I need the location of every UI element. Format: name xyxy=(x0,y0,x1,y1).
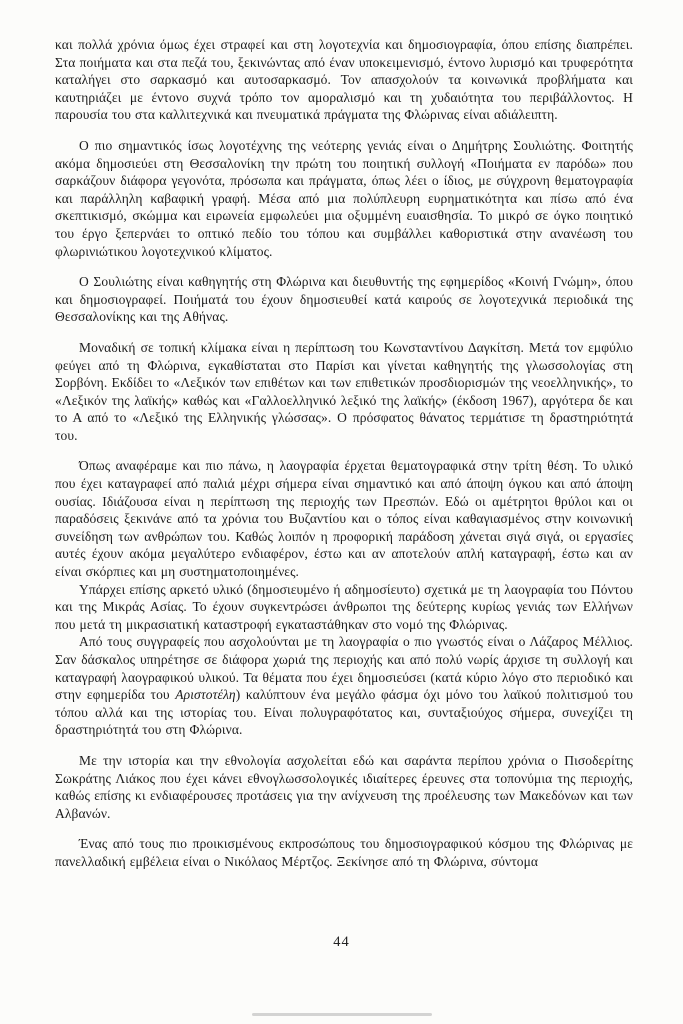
text-segment: Υπάρχει επίσης αρκετό υλικό (δημοσιευμένο ή αδημοσίευτο) σχετικά με τη λαογραφία του Πόντου και της Μικράς Ασίας. Το έχουν συγκεντρώσει άνθρωποι της δεύτερης κυρίως γενιάς των Ελλήνων που μετά τη μικρασιατική καταστροφή εγκαταστάθηκαν στο νομό της Φλώρινας. xyxy=(55,581,633,632)
text-segment: Ο πιο σημαντικός ίσως λογοτέχνης της νεότερης γενιάς είναι ο Δημήτρης Σουλιώτης. Φοιτητής ακόμα δημοσιεύει στη Θεσσαλονίκη την πρώτη του ποιητική συλλογή «Ποιήματα εν παρόδω» που σαρκάζουν διάφορα γεγονότα, πρόσωπα και πράγματα, όπως λέει ο ίδιος, με σύγχρονη θεματογραφία και παράλληλη καβαφική γραφή. Μέσα από μια πολύπλευρη ευρηματικότητα και πίσω από ένα σκεπτικισμό, σκώμμα και ειρωνεία εμφωλεύει μια οξυμμένη ευαισθησία. Το μικρό σε όγκο ποιητικό του έργο ξεπερνάει το οπτικό πεδίο του τόπου και συμβάλλει καθοριστικά στην ανανέωση του φλωρινιώτικου λογοτεχνικού κλίματος. xyxy=(55,137,633,259)
text-segment: και πολλά χρόνια όμως έχει στραφεί και στη λογοτεχνία και δημοσιογραφία, όπου επίσης διαπρέπει. Στα ποιήματα και στα πεζά του, ξεκινώντας από έναν υποκειμενισμό, έντονο λυρισμό και τρυφερότητα καταλήγει στο σαρκασμό και αυτοσαρκασμό. Τον απασχολούν τα κοινωνικά προβλήματα και καυτηριάζει με έντονο συχνά τρόπο τον αμοραλισμό και τη χυδαιότητα του περιβάλλοντος. Η παρουσία του στα καλλιτεχνικά και πνευματικά πράγματα της Φλώρινας είναι αδιάλειπτη. xyxy=(55,37,633,123)
text-segment: Ένας από τους πιο προικισμένους εκπροσώπους του δημοσιογραφικού κόσμου της Φλώρινας με πανελλαδική εμβέλεια είναι ο Νικόλαος Μέρτζος. Ξεκίνησε από τη Φλώρινα, σύντομα xyxy=(55,836,633,869)
paragraph xyxy=(55,835,633,870)
text-block xyxy=(55,36,633,871)
text-segment: Ο Σουλιώτης είναι καθηγητής στη Φλώρινα και διευθυντής της εφημερίδος «Κοινή Γνώμη», όπου και δημοσιογραφεί. Ποιήματά του έχουν δημοσιευθεί κατά καιρούς σε λογοτεχνικά περιοδικά της Θεσσαλονίκης και της Αθήνας. xyxy=(55,274,633,325)
text-segment: Από τους συγγραφείς που ασχολούνται με τη λαογραφία ο πιο γνωστός είναι ο Λάζαρος Μέλλιος. Σαν δάσκαλος υπηρέτησε σε διάφορα χωριά της περιοχής και από πολύ νωρίς άρχισε τη συλλογή και καταγραφή λαογραφικού υλικού. Τα θέματα που έχει δημοσιεύσει (κατά κύριο λόγο στο περιοδικό και στην εφημερίδα του xyxy=(55,634,633,703)
paragraph xyxy=(55,273,633,326)
paragraph xyxy=(55,457,633,580)
paragraph xyxy=(55,581,633,634)
text-segment: Όπως αναφέραμε και πιο πάνω, η λαογραφία έρχεται θεματογραφικά στην τρίτη θέση. Το υλικό που έχει καταγραφεί από παλιά μέχρι σήμερα είναι σημαντικό και από άποψη όγκου και από άποψη ουσίας. Ιδιάζουσα είναι η περίπτωση της περιοχής των Πρεσπών. Εδώ οι αμέτρητοι θρύλοι και οι παραδόσεις ξεκινάνε από τα χρόνια του Βυζαντίου και ο τόπος είναι καθαγιασμένος στην κοινωνική συνείδηση των ανθρώπων του. Καθώς λοιπόν η προφορική παράδοση χάνεται σιγά σιγά, οι εργασίες αυτές έχουν ακόμα μεγαλύτερο ενδιαφέρον, έστω και αν αποτελούν απλή καταγραφή, έστω και αν είναι σκόρπιες και μη συστηματοποιημένες. xyxy=(55,458,633,580)
paragraph xyxy=(55,36,633,124)
paragraph xyxy=(55,752,633,822)
italic-text-segment: Αριστοτέλη xyxy=(175,687,236,703)
paragraph xyxy=(55,633,633,739)
text-segment: Μοναδική σε τοπική κλίμακα είναι η περίπτωση του Κωνσταντίνου Δαγκίτση. Μετά τον εμφύλιο φεύγει από τη Φλώρινα, εγκαθίσταται στο Παρίσι και γίνεται καθηγητής της γλωσσολογίας στη Σορβόνη. Εκδίδει το «Λεξικόν των επιθέτων και των επιθετικών προσδιορισμών της νεοελληνικής», το «Λεξικόν της λαϊκής» καθώς και «Γαλλοελληνικό λεξικό της λαϊκής» (έκδοση 1967), αργότερα δε και το Α από το «Λεξικό της Ελληνικής γλώσσας». Ο πρόσφατος θάνατος τερμάτισε τη δραστηριότητά του. xyxy=(55,339,633,443)
page-number: 44 xyxy=(333,934,350,950)
paragraph xyxy=(55,339,633,445)
paragraph xyxy=(55,137,633,260)
text-segment: Με την ιστορία και την εθνολογία ασχολείται εδώ και σαράντα περίπου χρόνια ο Πισοδερίτης Σωκράτης Λιάκος που έχει κάνει εθνογλωσσολογικές ιδιαίτερες έρευνες στα τοπονύμια της περιοχής, καθώς επίσης κι ενδιαφέρουσες προτάσεις για την ανίχνευση της προέλευσης των Μακεδόνων και των Αλβανών. xyxy=(55,752,633,821)
scan-artifact xyxy=(252,1013,432,1016)
text-segment: ) καλύπτουν ένα μεγάλο φάσμα όχι μόνο του λαϊκού πολιτισμού του τόπου αλλά και της ιστορίας του. Είναι πολυγραφότατος και, συνταξιούχος σήμερα, συνεχίζει τη δραστηριότητά του στη Φλώρινα. xyxy=(55,687,633,738)
